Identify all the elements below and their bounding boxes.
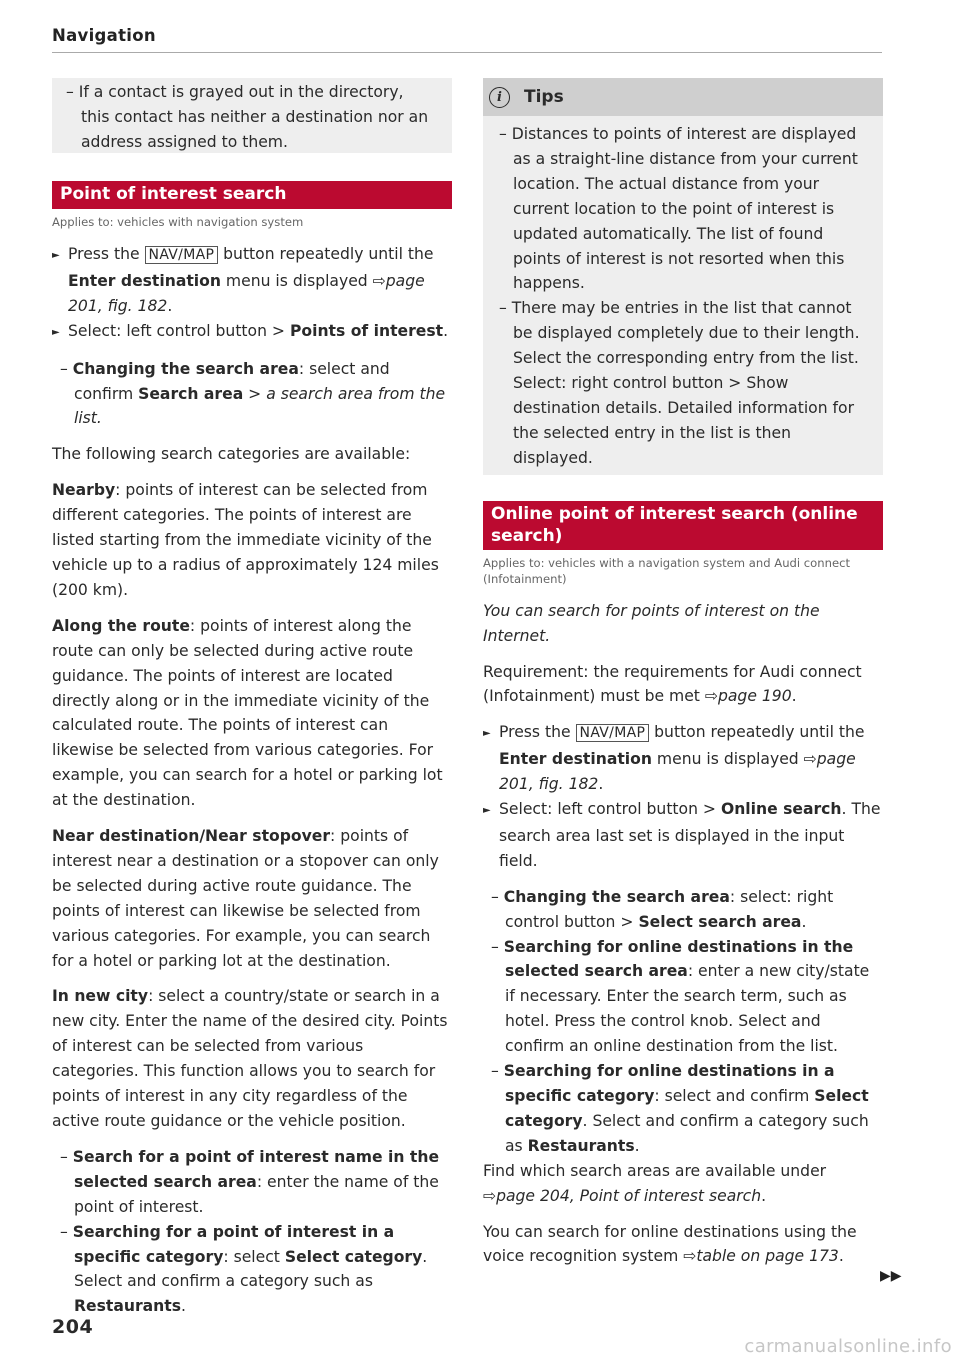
arrow-right-icon: ⇨	[483, 1186, 497, 1205]
nav-map-key: NAV/MAP	[576, 724, 650, 742]
tips-header	[483, 78, 883, 116]
left-column	[52, 78, 452, 1319]
arrow-right-icon: ⇨	[704, 687, 718, 706]
triangle-bullet-icon: ►	[483, 728, 491, 740]
instruction-step: ► Press the NAV/MAP button repeatedly until the Enter destination menu is displayed ⇨page 201, fig. 182.	[483, 723, 865, 794]
category-near-destination: Near destination/Near stopover: points of interest near a destination or a stopover can only be selected during active route guidance. The points of interest can likewise be selected from various categories. For example, you can search for a hotel or parking lot at the destination.	[52, 827, 439, 970]
triangle-bullet-icon: ►	[52, 250, 60, 261]
tip-item: – There may be entries in the list that cannot be displayed completely due to their length. Select the corresponding entry from the list. Select: right control button > Show destination details. Detailed information for the selected entry in the list is then displayed.	[499, 299, 860, 467]
instruction-step: ► Press the NAV/MAP button repeatedly until the Enter destination menu is displayed ⇨page 201, fig. 182.	[52, 245, 434, 315]
contact-note-box	[52, 78, 452, 153]
section-title-online-search: Online point of interest search (online search)	[483, 501, 883, 550]
instruction-step: ► Select: left control button > Online search. The search area last set is displayed in the input field.	[483, 800, 881, 870]
header-rule	[52, 52, 882, 53]
contact-note-line: – If a contact is grayed out in the directory,	[66, 83, 404, 101]
category-new-city: In new city: select a country/state or search in a new city. Enter the name of the desired city. Points of interest can be selected from various categories. This function allows you to search for points of interest in any city regardless of the active route guidance or the vehicle position.	[52, 987, 448, 1130]
arrow-right-icon: ⇨	[372, 271, 386, 290]
nav-map-key: NAV/MAP	[145, 246, 219, 264]
triangle-bullet-icon: ►	[483, 805, 491, 817]
voice-search: You can search for online destinations using the voice recognition system ⇨table on page 173.	[483, 1222, 857, 1266]
arrow-right-icon: ⇨	[683, 1247, 697, 1266]
page-reference-link[interactable]: ⇨page 201, fig. 182	[68, 271, 425, 315]
section-title-poi-search: Point of interest search	[52, 181, 452, 209]
online-intro: You can search for points of interest on the Internet.	[483, 601, 820, 645]
triangle-bullet-icon: ►	[52, 326, 60, 338]
applies-to: Applies to: vehicles with a navigation system and Audi connect (Infotainment)	[483, 555, 851, 586]
tips-title: Tips	[524, 86, 564, 107]
option-search-category: – Searching for a point of interest in a specific category: select Select category. Select and confirm a category such as Restaurants.	[60, 1222, 428, 1316]
option-change-search-area: – Changing the search area: select: right control button > Select search area.	[491, 887, 834, 931]
option-search-name: – Search for a point of interest name in the selected search area: enter the name of the point of interest.	[60, 1147, 440, 1216]
page-reference-link[interactable]: ⇨page 204, Point of interest search	[483, 1186, 762, 1205]
right-column	[483, 78, 883, 1280]
arrow-right-icon: ⇨	[803, 750, 817, 769]
tip-item: – Distances to points of interest are displayed as a straight-line distance from your current location. The actual distance from your current location to the point of interest is updated automatically. The list of found points of interest is not resorted when this happens.	[499, 125, 858, 293]
category-nearby: Nearby: points of interest can be selected from different categories. The points of interest are listed starting from the immediate vicinity of the vehicle up to a radius of approximately 124 miles (200 km).	[52, 481, 439, 599]
contact-note-line: this contact has neither a destination nor an	[81, 107, 429, 126]
applies-to: Applies to: vehicles with navigation system	[52, 215, 304, 229]
page-number: 204	[52, 1316, 94, 1338]
option-change-search-area: – Changing the search area: select and confirm Search area > a search area from the list.	[60, 359, 446, 428]
category-along-route: Along the route: points of interest along the route can only be selected during active route guidance. The points of interest are located directly along or in the immediate vicinity of the calculated route. The points of interest can likewise be selected from various categories. For example, you can search for a hotel or parking lot at the destination.	[52, 616, 443, 810]
continue-arrow-icon: ▶▶	[880, 1268, 902, 1284]
tips-box	[483, 116, 883, 475]
requirement: Requirement: the requirements for Audi connect (Infotainment) must be met ⇨page 190.	[483, 662, 862, 706]
categories-intro: The following search categories are available:	[52, 445, 411, 464]
contact-note-line: address assigned to them.	[81, 132, 288, 151]
option-online-category: – Searching for online destinations in a specific category: select and confirm Select category. Select and confirm a category such as Restaurants.	[491, 1062, 869, 1155]
page-reference-link[interactable]: ⇨table on page 173	[683, 1247, 839, 1266]
page-reference-link[interactable]: ⇨page 201, fig. 182	[499, 750, 856, 794]
running-header: Navigation	[52, 26, 156, 45]
instruction-step: ► Select: left control button > Points of interest.	[52, 319, 452, 346]
page-reference-link[interactable]: ⇨page 190	[704, 687, 792, 706]
find-search-areas: Find which search areas are available under ⇨page 204, Point of interest search.	[483, 1161, 827, 1205]
option-online-destinations: – Searching for online destinations in the selected search area: enter a new city/state if necessary. Enter the search term, such as hotel. Press the control knob. Select and confirm an online destination from the list.	[491, 937, 870, 1056]
watermark: carmanualsonline.info	[744, 1336, 952, 1357]
info-icon: i	[489, 87, 510, 108]
